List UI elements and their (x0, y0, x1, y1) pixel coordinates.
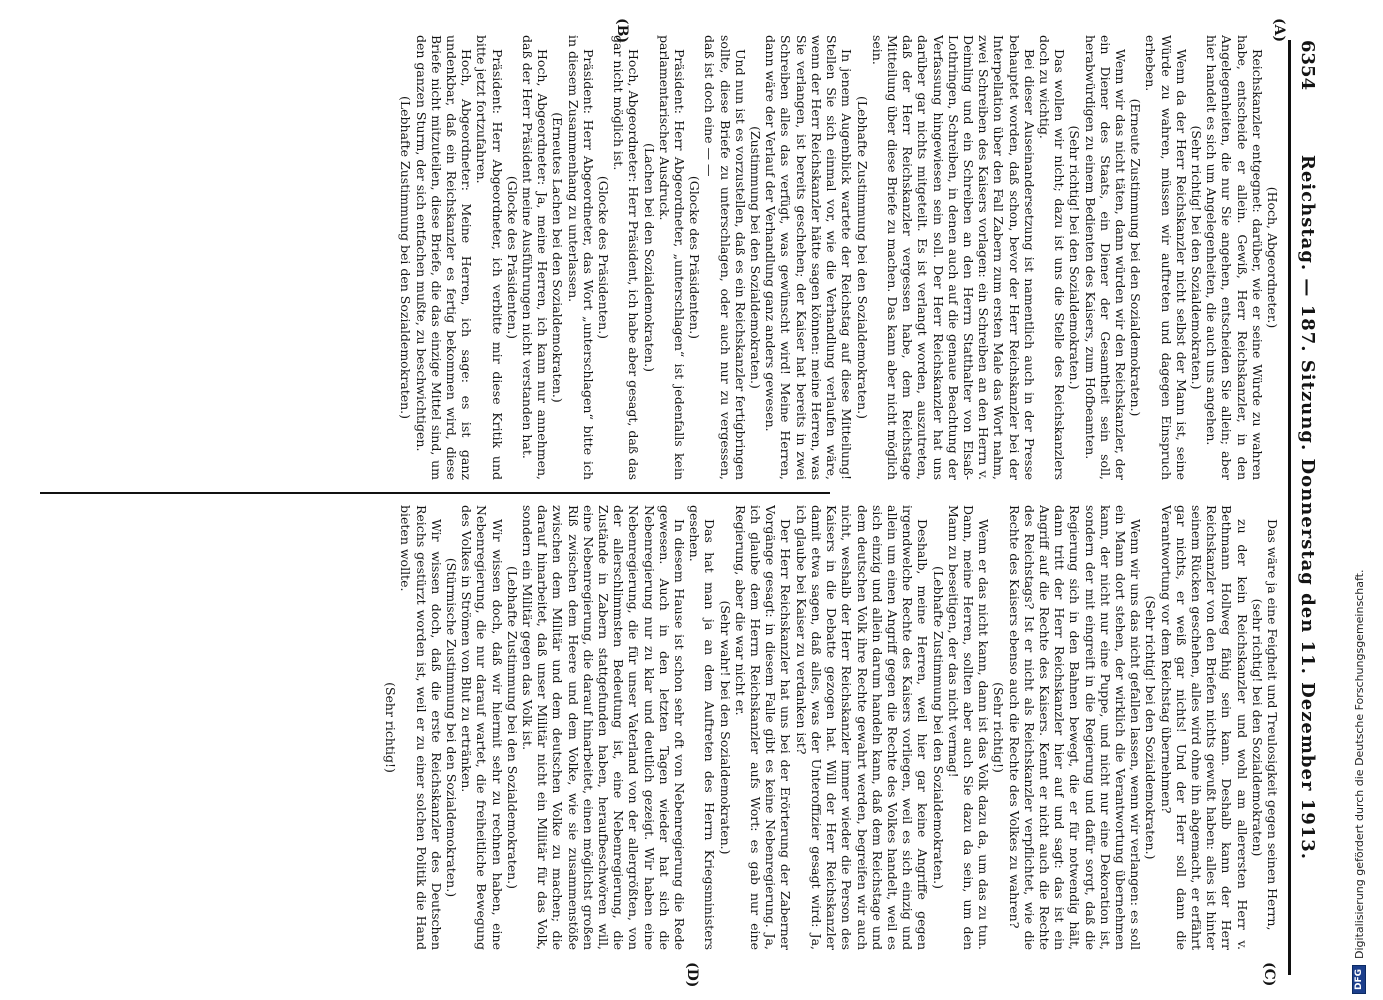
speech-paragraph: Präsident: Herr Abgeordneter, „unterschlagen“ ist jedenfalls kein parlamentarischer Ausdruck. (656, 35, 688, 480)
left-column (50, 35, 1280, 480)
speech-paragraph: Das hat man ja an dem Auftreten des Herrn Kriegsministers gesehen. (687, 505, 718, 950)
margin-marker-b: (B) (614, 18, 630, 44)
stage-direction: (Lebhafte Zustimmung bei den Sozialdemokraten.) (854, 95, 870, 420)
stage-direction: (Erneutes Lachen bei den Sozialdemokraten.) (550, 112, 566, 403)
margin-marker-a: (A) (1271, 18, 1287, 43)
speech-paragraph: Der Herr Reichskanzler hat uns bei der Erörterung der Zaberner Vorgänge gesagt: in diesem Falle gibt es keine Nebenregierung. Ja, ich glaube dem Herrn Reichskanzler aufs Wort: es gab nur eine Regierung, aber die war nicht er. (732, 505, 794, 950)
speech-paragraph: Wenn wir uns das nicht gefallen lassen, wenn wir verlangen: es soll ein Mann dort stehen, der wirklich die Verantwortung übernehmen kann, der nicht nur eine Puppe, und nicht nur eine Dekoration ist, sondern der mit eingreift in die Regierung und dafür sorgt, daß die Regierung sich in den Bahnen bewegt, die er für notwendig hält, dann tritt der Herr Reichskanzler hier auf und sagt: das ist ein Angriff auf die Rechte des Kaisers. Kennt er nicht auch die Rechte des Reichstags? Ist er nicht als Reichskanzler verpflichtet, wie die Rechte des Kaisers ebenso auch die Rechte des Volkes zu wahren? (1006, 505, 1144, 950)
dfg-logo: DFG (1352, 965, 1366, 994)
stage-direction: (Lachen bei den Sozialdemokraten.) (641, 142, 657, 373)
speech-paragraph: Deshalb, meine Herren, weil hier gar keine Angriffe gegen irgendwelche Rechte des Kaisers vorliegen, weil es sich einzig und allein um einen Angriff gegen die Rechte des Volkes handelt, weil es sich einzig und allein darum handeln kann, daß dem Reichstage und dem deutschen Volk ihre Rechte gewahrt werden, begreifen wir auch nicht, weshalb der Herr Reichskanzler immer wieder die Person des Kaisers in die Debatte gezogen hat. Will der Herr Reichskanzler damit etwa sagen, daß alles, was der Unteroffizier gesagt wird: Ja, ich glaube bei Kaiser zu verdanken ist? (793, 505, 931, 950)
speech-paragraph: Präsident: Herr Abgeordneter, ich verbitte mir diese Kritik und bitte jetzt fortzufahren. (474, 35, 505, 480)
speech-paragraph: In diesem Hause ist schon sehr oft von Nebenregierung die Rede gewesen. Auch in den letzten Tagen wieder hat sich die Nebenregierung nur zu klar und deutlich gezeigt. Wir haben eine Nebenregierung, die für unser Vaterland von der allergrößten, von der allerschlimmsten Bedeutung ist, eine Nebenregierung, die Zustände in Zabern stattgefunden haben, heraufbeschwören will, eine Nebenregierung, die darauf hinarbeitet, einen möglichst großen Riß zwischen dem Heere und dem Volke, wie sie zusammenstöße zwischen dem Militär und dem deutschen Volke zu machen; die darauf hinarbeitet, daß unser Militär nicht ein Militär für das Volk, sondern ein Militär gegen das Volk ist. (520, 505, 688, 950)
speech-paragraph: Wir wissen doch, daß wir hiermit sehr zu rechnen haben, eine Nebenregierung, die nur darauf wartet, die freiheitliche Bewegung des Volkes in Strömen von Blut zu ertränken. (459, 505, 505, 950)
stage-direction: (Erneute Zustimmung bei den Sozialdemokraten.) (1128, 98, 1144, 417)
speech-paragraph: In jenem Augenblick wartete der Reichstag auf diese Mitteilung! Stellen Sie sich einmal vor, wie die Verhandlung verlaufen wäre, wenn der Herr Reichskanzler hätte sagen können: meine Herren, was Sie verlangen, ist bereits geschehen; der Kaiser hat bereits in zwei Schreiben alles das verfügt, was gewünscht wird! Meine Herren, dann wäre der Verlauf der Verhandlung ganz anders gewesen. (763, 35, 855, 480)
speech-paragraph: Hoch, Abgeordneter: Herr Präsident, ich habe aber gesagt, daß das gar nicht möglich ist. (611, 35, 642, 480)
stage-direction: (Lebhafte Zustimmung bei den Sozialdemokraten.) (930, 565, 946, 890)
stage-direction: (Sehr richtig! bei den Sozialdemokraten.) (1143, 595, 1159, 860)
running-title: Reichstag. — 187. Sitzung. Donnerstag den 11. Dezember 1913. (1297, 154, 1318, 861)
stage-direction: (Glocke des Präsidenten.) (687, 175, 703, 340)
speech-paragraph: Wenn er das nicht kann, dann ist das Volk dazu da, um das zu tun. Dann, meine Herren, sollten aber auch Sie dazu da sein, um den Mann zu beseitigen, der das nicht vermag! (945, 505, 992, 950)
column-divider (40, 492, 830, 494)
scanned-page (15, 0, 1335, 1000)
stage-direction: (Lebhafte Zustimmung bei den Sozialdemokraten.) (504, 565, 520, 890)
speech-paragraph: Hoch, Abgeordneter: Meine Herren, ich sage: es ist ganz undenkbar, daß ein Reichskanzler es fertig bekommen wird, diese Briefe nicht mitzuteilen, diese Briefe, die das einzige Mittel sind, um den ganzen Sturm, der sich entfachen mußte, zu beschwichtigen. (413, 35, 475, 480)
stage-direction: (Sehr richtig! bei den Sozialdemokraten.) (1188, 125, 1204, 390)
page-number: 6354 (1297, 40, 1318, 91)
speech-paragraph: Hoch, Abgeordneter: Ja, meine Herren, ich kann nur annehmen, daß der Herr Präsident meine Ausführungen nicht verstanden hat. (520, 35, 551, 480)
speech-paragraph: Das wollen wir nicht; dazu ist uns die Stelle des Reichskanzlers doch zu wichtig. (1036, 35, 1068, 480)
stage-direction: (Sehr richtig!) (991, 682, 1007, 773)
right-column (50, 505, 1280, 950)
speech-paragraph: Wir wissen doch, daß die erste Reichskanzler des Deutschen Reichs gestürzt worden ist, weil er zu einer solchen Politik die Hand bieten wollte. (398, 505, 444, 950)
speech-paragraph: Reichskanzler entgegnet: darüber, wie er seine Würde zu wahren habe, entscheide er allein. Gewiß, Herr Reichskanzler, in den Angelegenheiten, die nur Sie angehen, entscheiden Sie allein; aber hier handelt es sich um Angelegenheiten, die auch uns angehen. (1204, 35, 1265, 480)
stage-direction: (Glocke des Präsidenten.) (504, 175, 520, 340)
stage-direction: (Sehr wahr! bei den Sozialdemokraten.) (717, 600, 733, 855)
speech-paragraph: Wenn da der Herr Reichskanzler nicht selbst der Mann ist, seine Würde zu wahren, müssen wir auftreten und dagegen Einspruch erheben. (1143, 35, 1189, 480)
speech-paragraph: Wenn wir das nicht täten, dann würden wir den Reichskanzler, der ein Diener des Staats, ein Diener der Gesamtheit sein soll, herabwürdigen zu einem Bedienten des Kaisers, zum Hofbeamten. (1082, 35, 1128, 480)
speech-paragraph: Das wäre ja eine Feigheit und Treulosigkeit gegen seinen Herrn, (1265, 519, 1280, 931)
stage-direction: (Hoch, Abgeordneter.) (1265, 186, 1280, 329)
stage-direction: (Stürmische Zustimmung bei den Sozialdemokraten.) (444, 557, 460, 898)
margin-marker-d: (D) (684, 962, 700, 988)
stage-direction: (Glocke des Präsidenten.) (596, 175, 612, 340)
speech-paragraph: zu der kein Reichskanzler und wohl am allerersten Herr v. Bethmann Hollweg fähig sein kann. Deshalb kann der Herr Reichskanzler von den Briefen nichts gewußt haben: alles ist hinter seinem Rücken geschehen, alles wird ohne ihn abgemacht, er erfährt gar nichts, er weiß gar nichts! Und der Herr soll dann die Verantwortung vor dem Reichstag übernehmen? (1158, 505, 1250, 950)
speech-paragraph: Präsident: Herr Abgeordneter, das Wort „unterschlagen“ bitte ich in diesem Zusammenhang zu unterlassen. (565, 35, 596, 480)
digitization-footer (1342, 0, 1382, 1000)
stage-direction: (Lebhafte Zustimmung bei den Sozialdemokraten.) (398, 95, 414, 420)
footer-credit: Digitalisierung gefördert durch die Deutsche Forschungsgemeinschaft. (1352, 569, 1366, 959)
speech-paragraph: Bei dieser Auseinandersetzung ist namentlich auch in der Presse behauptet worden, daß schon, bevor der Herr Reichskanzler bei der Interpellation über den Fall Zabern zum ersten Male das Wort nahm, zwei Schreiben des Kaisers vorlagen: ein Schreiben an den Herrn v. Deimling und ein Schreiben an den Herrn Statthalter von Elsaß-Lothringen, Schreiben, in denen auch auf die genaue Beachtung der Verfassung hingewiesen sein soll. Der Herr Reichskanzler hat uns darüber gar nichts mitgeteilt. Es ist verlangt worden, auszutreten, daß der Herr Reichskanzler vergessen habe, dem Reichstage Mitteilung über diese Briefe zu machen. Das kann aber nicht möglich sein. (869, 35, 1037, 480)
margin-marker-c: (C) (1261, 962, 1277, 987)
stage-direction: (sehr richtig! bei den Sozialdemokraten) (1249, 598, 1265, 857)
speech-paragraph: Und nun ist es vorzustellen, daß es ein Reichskanzler fertigbringen sollte, diese Briefe zu unterschlagen, oder auch nur zu vergessen, daß ist doch eine — — (702, 35, 748, 480)
stage-direction: (Sehr richtig! bei den Sozialdemokraten.) (1067, 125, 1083, 390)
stage-direction: (Zustimmung bei den Sozialdemokraten.) (748, 126, 764, 389)
stage-direction: (Sehr richtig!) (383, 682, 399, 773)
page-header (1288, 40, 1321, 975)
